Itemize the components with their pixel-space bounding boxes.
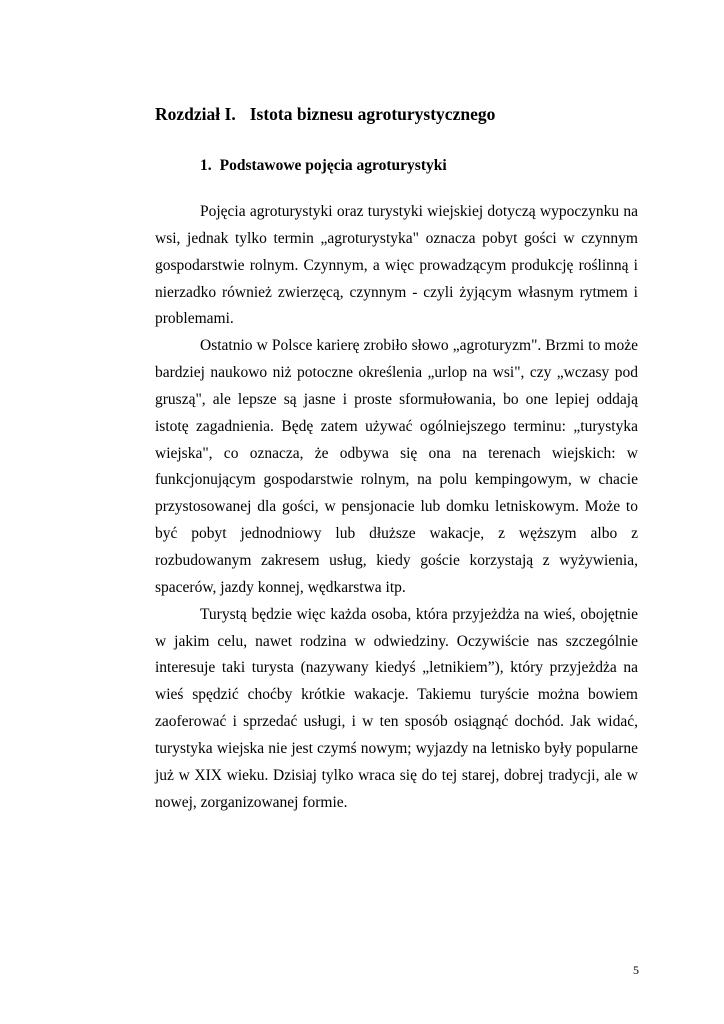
section-title — [200, 156, 447, 176]
body-text — [155, 199, 638, 816]
chapter-number: Rozdział I. — [155, 104, 236, 124]
chapter-title — [155, 103, 495, 125]
chapter-heading-text: Istota biznesu agroturystycznego — [249, 104, 496, 124]
section-heading-text: Podstawowe pojęcia agroturystyki — [219, 157, 447, 174]
paragraph-2: Ostatnio w Polsce karierę zrobiło słowo „agroturyzm". Brzmi to może bardziej naukowo niż potoczne określenia „urlop na wsi", czy „wczasy pod gruszą", ale lepsze są jasne i proste sformułowania, bo one lepiej oddają istotę zagadnienia. Będę zatem używać ogólniejszego terminu: „turystyka wiejska", co oznacza, że odbywa się ona na terenach wiejskich: w funkcjonującym gospodarstwie rolnym, na polu kempingowym, w chacie przystosowanej dla gości, w pensjonacie lub domku letniskowym. Może to być pobyt jednodniowy lub dłuższe wakacje, z węższym albo z rozbudowanym zakresem usług, kiedy goście korzystają z wyżywienia, spacerów, jazdy konnej, wędkarstwa itp. — [155, 337, 638, 596]
page-number: 5 — [633, 963, 639, 977]
paragraph-1: Pojęcia agroturystyki oraz turystyki wiejskiej dotyczą wypoczynku na wsi, jednak tylko termin „agroturystyka" oznacza pobyt gości w czynnym gospodarstwie rolnym. Czynnym, a więc prowadzącym produkcję roślinną i nierzadko również zwierzęcą, czynnym - czyli żyjącym własnym rytmem i problemami. — [155, 203, 638, 328]
paragraph-3: Turystą będzie więc każda osoba, która przyjeżdża na wieś, obojętnie w jakim celu, nawet rodzina w odwiedziny. Oczywiście nas szczególnie interesuje taki turysta (nazywany kiedyś „letnikiem”), który przyjeżdża na wieś spędzić choćby krótkie wakacje. Takiemu turyście można bowiem zaoferować i sprzedać usługi, i w ten sposób osiągnąć dochód. Jak widać, turystyka wiejska nie jest czymś nowym; wyjazdy na letnisko były popularne już w XIX wieku. Dzisiaj tylko wraca się do tej starej, dobrej tradycji, ale w nowej, zorganizowanej formie. — [155, 605, 638, 811]
section-number: 1. — [200, 157, 212, 174]
